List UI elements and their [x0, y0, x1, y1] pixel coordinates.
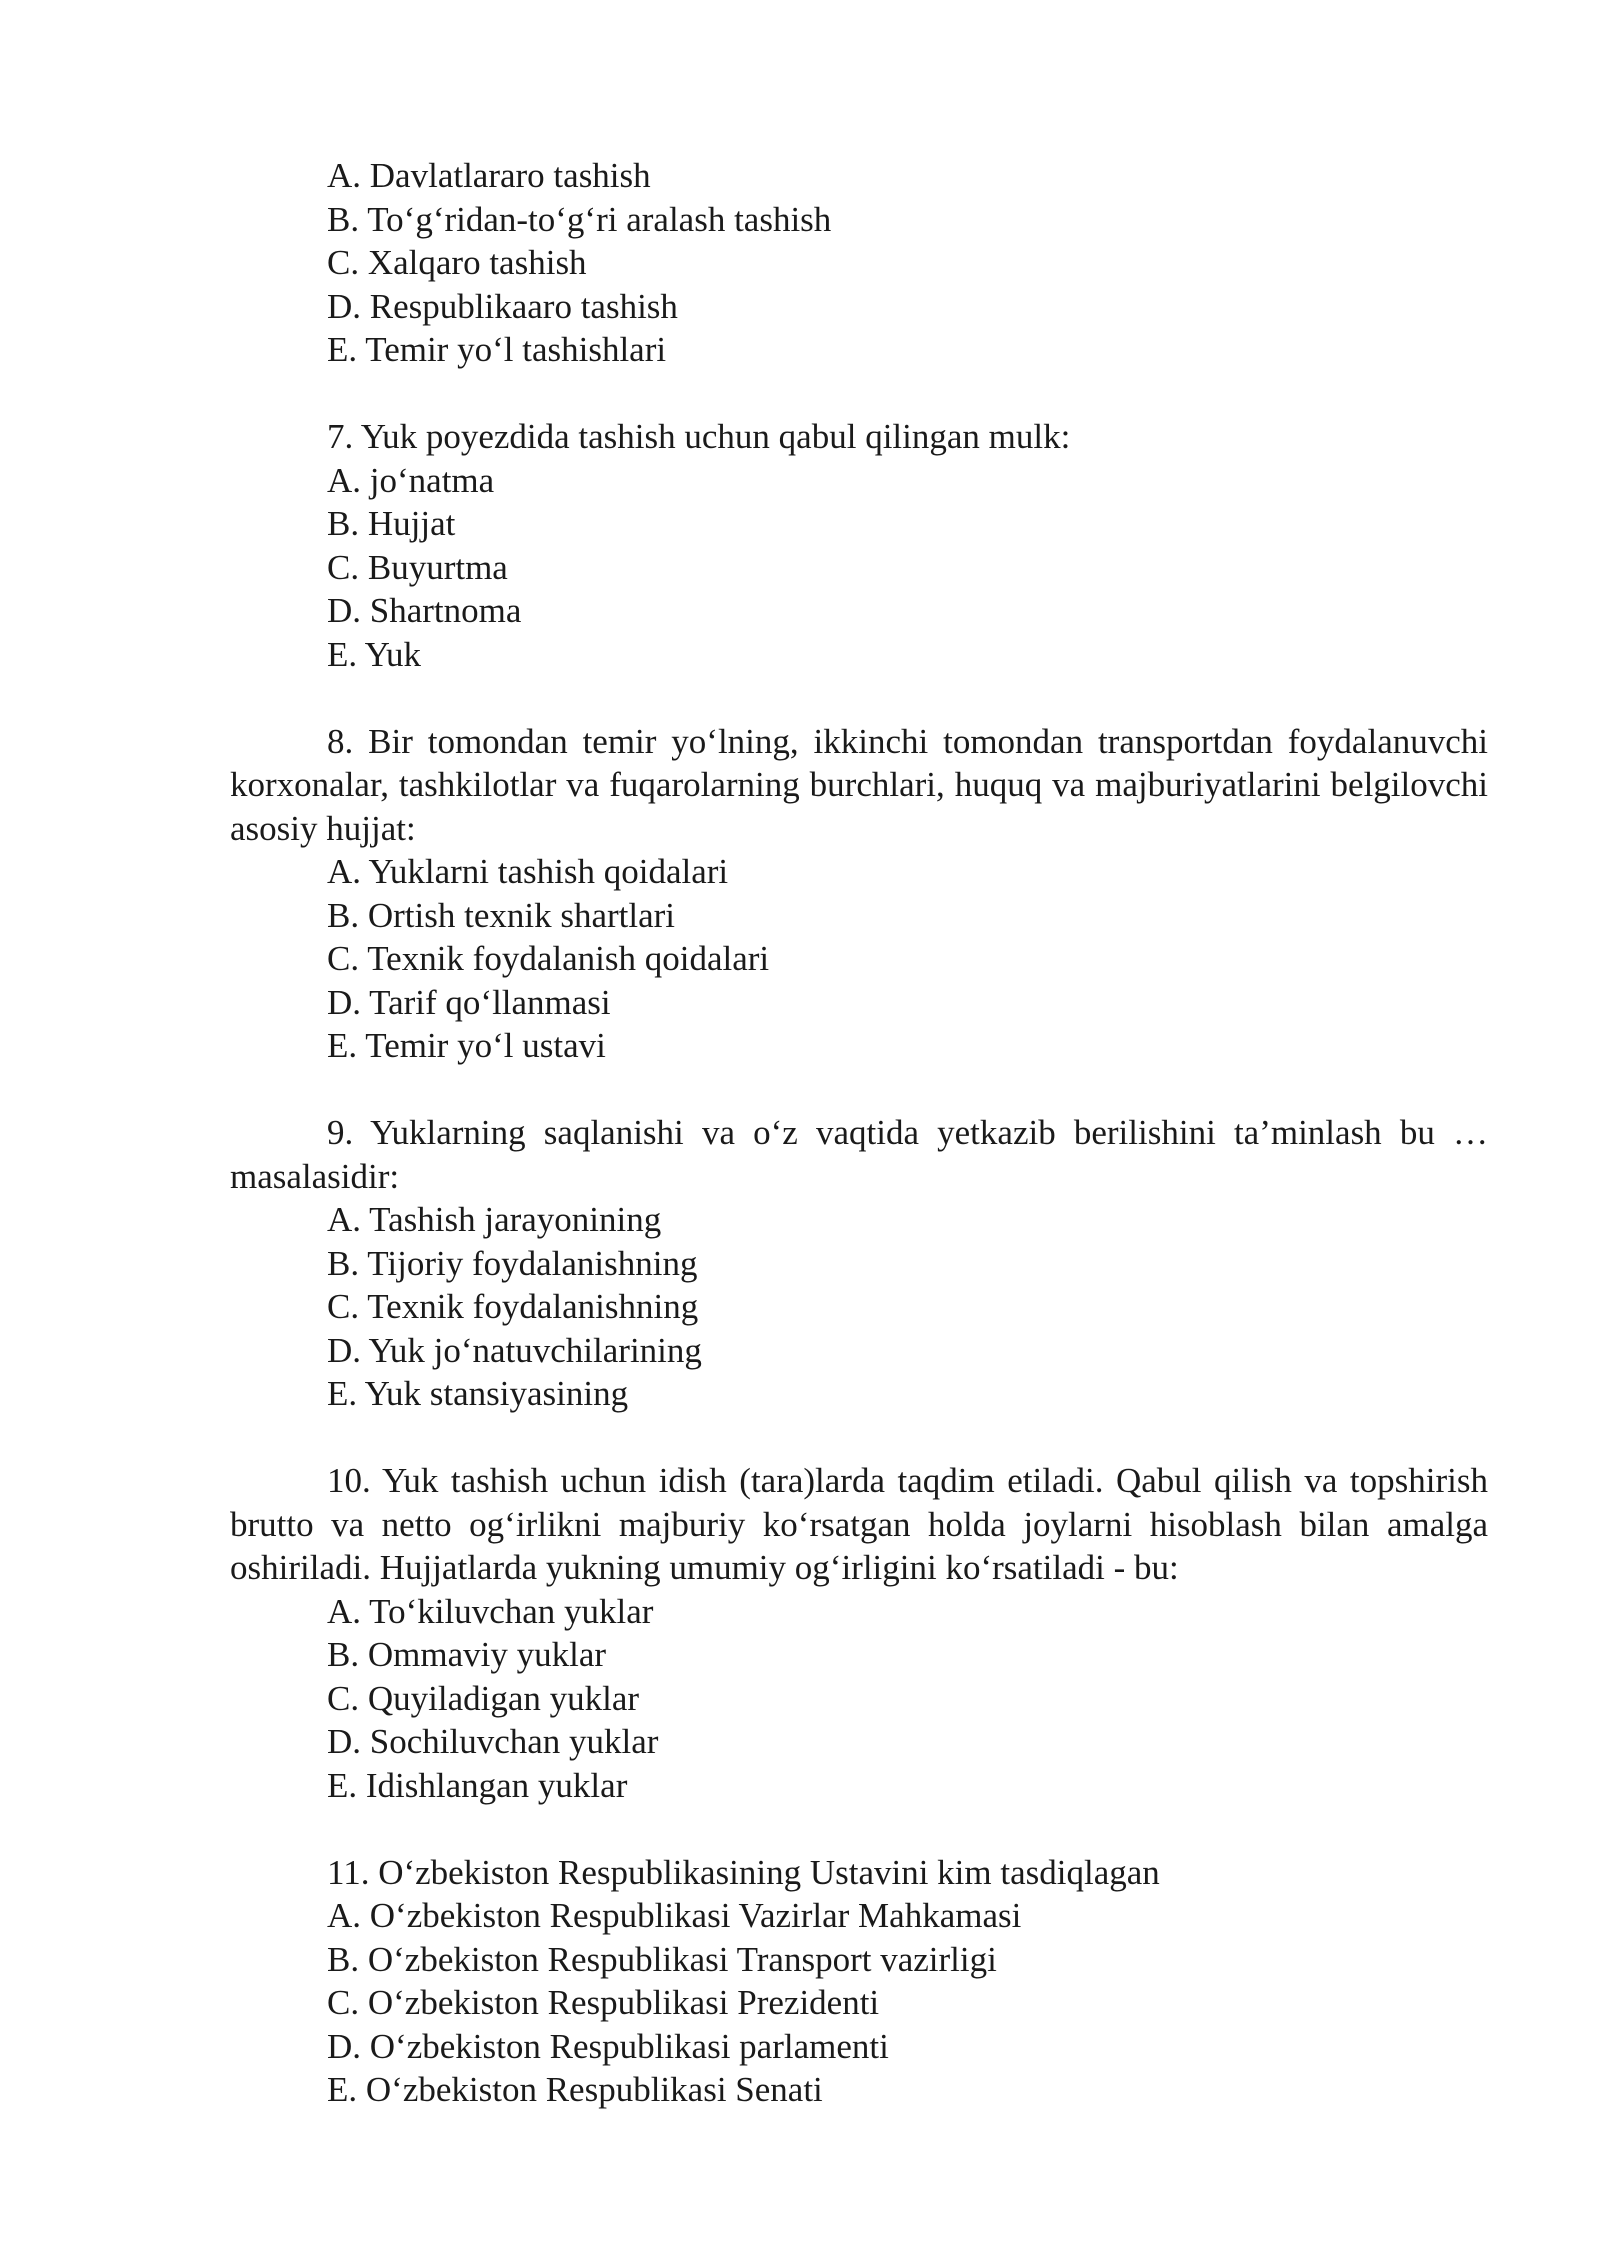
- question-stem: 11. O‘zbekiston Respublikasining Ustavini kim tasdiqlagan: [327, 1852, 1160, 1892]
- option-list: [230, 154, 1488, 372]
- option-list: [230, 1894, 1488, 2112]
- spacer: [230, 676, 1488, 720]
- question-block: [230, 1459, 1488, 1807]
- option-item: [327, 633, 1488, 677]
- option-item: [327, 1981, 1488, 2025]
- option-text: Sochiluvchan yuklar: [369, 1722, 659, 1761]
- option-text: Xalqaro tashish: [367, 243, 587, 282]
- option-item: [327, 894, 1488, 938]
- option-text: jo‘natma: [369, 460, 495, 500]
- option-letter: B.: [327, 1243, 360, 1283]
- option-letter: B.: [327, 1939, 360, 1979]
- option-item: [327, 2068, 1488, 2112]
- option-letter: C.: [327, 939, 360, 978]
- option-letter: D.: [327, 591, 362, 630]
- option-text: Ommaviy yuklar: [367, 1635, 607, 1674]
- option-letter: E.: [327, 634, 358, 674]
- option-text: To‘kiluvchan yuklar: [369, 1591, 654, 1631]
- option-text: Yuk: [364, 634, 421, 674]
- option-item: [327, 850, 1488, 894]
- option-text: Yuk jo‘natuvchilarining: [368, 1330, 702, 1370]
- option-item: [327, 328, 1488, 372]
- option-item: [327, 241, 1488, 285]
- option-text: O‘zbekiston Respublikasi Transport vazirligi: [367, 1939, 997, 1979]
- option-letter: E.: [327, 2070, 358, 2109]
- question-block: [230, 415, 1488, 676]
- option-letter: A.: [327, 1200, 362, 1239]
- spacer: [230, 1807, 1488, 1851]
- option-text: Texnik foydalanish qoidalari: [367, 939, 770, 978]
- option-letter: C.: [327, 1983, 360, 2022]
- option-item: [327, 1633, 1488, 1677]
- option-letter: E.: [327, 1026, 358, 1065]
- spacer: [230, 372, 1488, 416]
- option-item: [327, 937, 1488, 981]
- option-text: Davlatlararo tashish: [369, 156, 651, 195]
- question-stem: 7. Yuk poyezdida tashish uchun qabul qilingan mulk:: [327, 417, 1071, 456]
- option-letter: A.: [327, 156, 362, 195]
- option-item: [327, 1590, 1488, 1634]
- option-list: [230, 459, 1488, 677]
- option-text: Hujjat: [367, 504, 456, 543]
- option-text: Temir yo‘l tashishlari: [365, 330, 667, 369]
- option-list: [230, 1590, 1488, 1808]
- option-letter: A.: [327, 852, 362, 891]
- question-list: [230, 154, 1488, 2112]
- option-letter: D.: [327, 2026, 362, 2066]
- option-letter: D.: [327, 1722, 362, 1761]
- option-letter: D.: [327, 982, 362, 1022]
- option-text: O‘zbekiston Respublikasi Vazirlar Mahkamasi: [369, 1896, 1022, 1935]
- option-item: [327, 589, 1488, 633]
- option-list: [230, 850, 1488, 1068]
- option-text: To‘g‘ridan-to‘g‘ri aralash tashish: [367, 199, 832, 239]
- option-letter: A.: [327, 1896, 362, 1935]
- option-item: [327, 981, 1488, 1025]
- option-letter: B.: [327, 1635, 360, 1674]
- option-item: [327, 285, 1488, 329]
- option-text: Buyurtma: [367, 547, 508, 587]
- option-text: Yuk stansiyasining: [364, 1374, 629, 1413]
- option-item: [327, 1894, 1488, 1938]
- option-item: [327, 1198, 1488, 1242]
- option-item: [327, 1938, 1488, 1982]
- option-item: [327, 1677, 1488, 1721]
- option-item: [327, 2025, 1488, 2069]
- option-text: Ortish texnik shartlari: [367, 895, 676, 935]
- spacer: [230, 1068, 1488, 1112]
- question-block: [230, 1111, 1488, 1416]
- question-block: [230, 720, 1488, 1068]
- option-letter: E.: [327, 1374, 358, 1413]
- option-text: Respublikaaro tashish: [369, 286, 678, 326]
- question-stem: 10. Yuk tashish uchun idish (tara)larda taqdim etiladi. Qabul qilish va topshirish brutto va netto og‘irlikni majburiy ko‘rsatgan holda joylarni hisoblash bilan amalga oshiriladi. Hujjatlarda yukning umumiy og‘irligini ko‘rsatiladi - bu:: [230, 1461, 1488, 1587]
- option-item: [327, 1285, 1488, 1329]
- option-item: [327, 1242, 1488, 1286]
- spacer: [230, 1416, 1488, 1460]
- option-letter: C.: [327, 547, 360, 587]
- option-letter: B.: [327, 504, 360, 543]
- option-letter: D.: [327, 286, 362, 326]
- option-text: O‘zbekiston Respublikasi Prezidenti: [367, 1983, 880, 2022]
- question-stem: 9. Yuklarning saqlanishi va o‘z vaqtida yetkazib berilishini ta’minlash bu … masalasidir:: [230, 1113, 1488, 1196]
- option-text: Yuklarni tashish qoidalari: [368, 852, 729, 891]
- option-item: [327, 1024, 1488, 1068]
- option-text: Tijoriy foydalanishning: [367, 1243, 698, 1283]
- option-text: Quyiladigan yuklar: [367, 1678, 640, 1718]
- option-text: O‘zbekiston Respublikasi Senati: [365, 2070, 823, 2109]
- option-letter: A.: [327, 1591, 362, 1631]
- option-list: [230, 1198, 1488, 1416]
- option-item: [327, 1372, 1488, 1416]
- option-letter: A.: [327, 460, 362, 500]
- option-letter: C.: [327, 1678, 360, 1718]
- question-block: [230, 154, 1488, 372]
- option-text: Shartnoma: [369, 591, 522, 630]
- option-item: [327, 1764, 1488, 1808]
- option-letter: C.: [327, 243, 360, 282]
- option-letter: E.: [327, 1765, 358, 1805]
- option-letter: C.: [327, 1287, 360, 1326]
- option-text: Idishlangan yuklar: [365, 1765, 628, 1805]
- option-text: Tashish jarayonining: [369, 1200, 662, 1239]
- option-text: Tarif qo‘llanmasi: [369, 982, 611, 1022]
- option-text: O‘zbekiston Respublikasi parlamenti: [369, 2026, 889, 2066]
- option-letter: E.: [327, 330, 358, 369]
- option-item: [327, 459, 1488, 503]
- option-item: [327, 198, 1488, 242]
- option-item: [327, 1720, 1488, 1764]
- option-item: [327, 502, 1488, 546]
- option-text: Temir yo‘l ustavi: [365, 1026, 606, 1065]
- question-block: [230, 1851, 1488, 2112]
- option-item: [327, 1329, 1488, 1373]
- option-letter: B.: [327, 199, 360, 239]
- option-item: [327, 154, 1488, 198]
- option-item: [327, 546, 1488, 590]
- option-letter: D.: [327, 1330, 362, 1370]
- question-stem: 8. Bir tomondan temir yo‘lning, ikkinchi tomondan transportdan foydalanuvchi korxonalar, tashkilotlar va fuqarolarning burchlari, huquq va majburiyatlarini belgilovchi asosiy hujjat:: [230, 721, 1488, 848]
- option-text: Texnik foydalanishning: [367, 1287, 699, 1326]
- option-letter: B.: [327, 895, 360, 935]
